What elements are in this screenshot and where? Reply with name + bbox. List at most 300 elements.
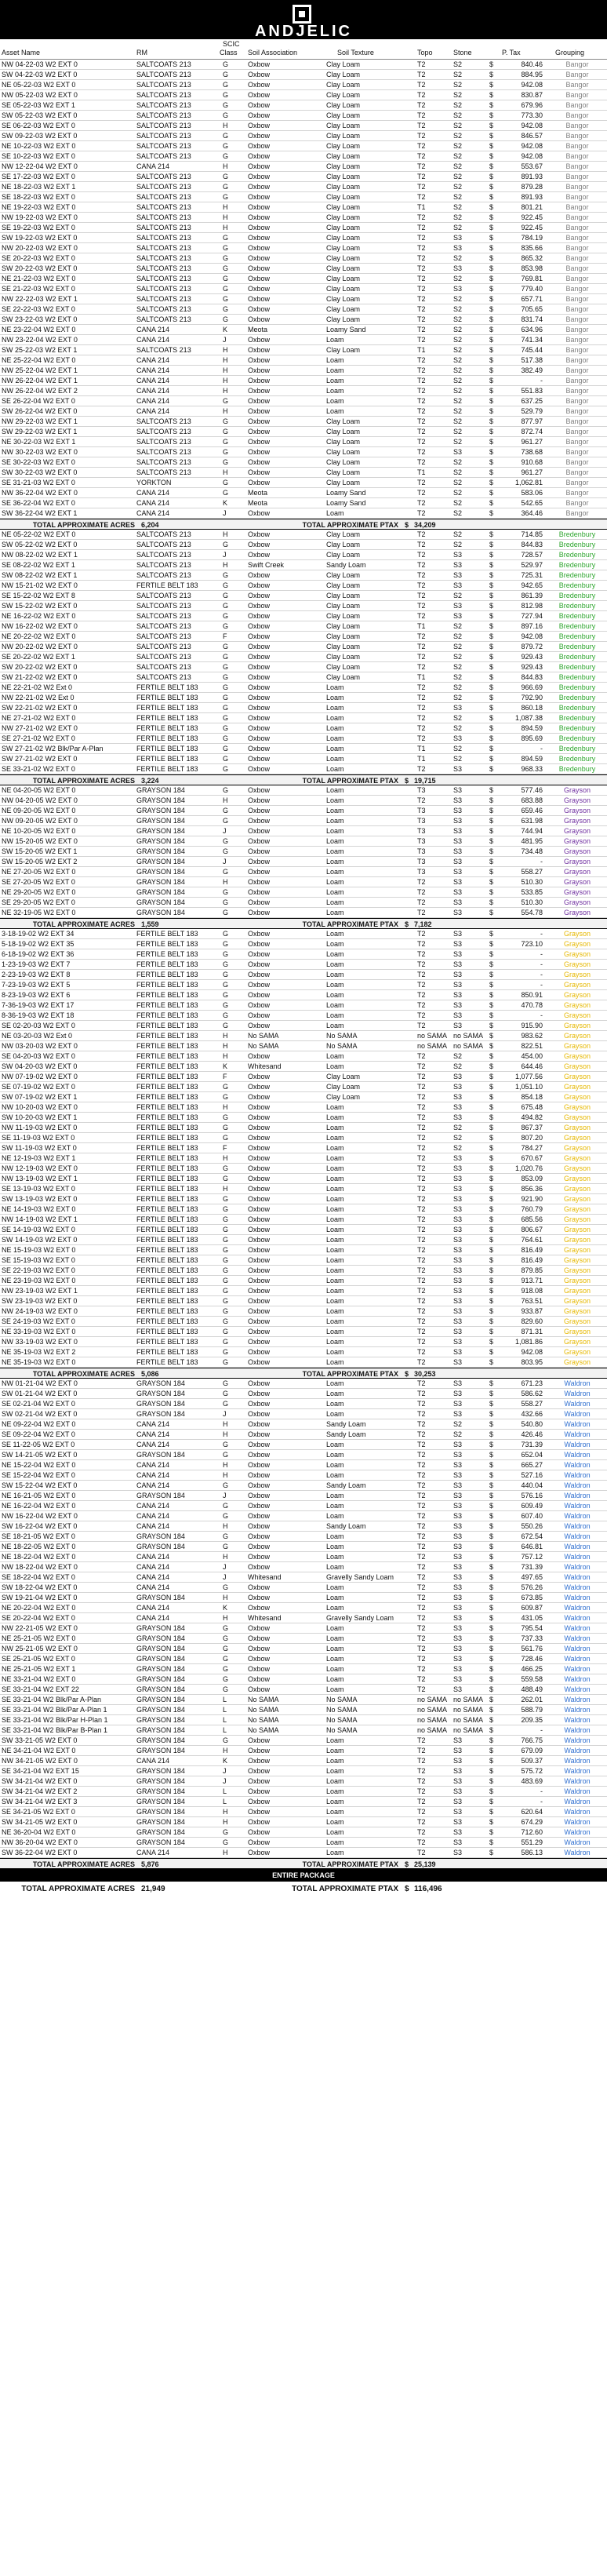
table-row <box>0 294 607 304</box>
cell-dollar: $ <box>489 1798 494 1805</box>
cell-topo: no SAMA <box>417 1696 448 1703</box>
cell-soil-texture: Clay Loam <box>326 551 361 559</box>
cell-soil-texture: No SAMA <box>326 1696 358 1703</box>
cell-soil-texture: Loam <box>326 1236 344 1244</box>
cell-soil-texture: Loam <box>326 971 344 978</box>
cell-soil-texture: Loam <box>326 1266 344 1274</box>
cell-asset: NE 03-20-03 W2 Ext 0 <box>2 1032 73 1040</box>
cell-asset: NW 13-19-03 W2 EXT 1 <box>2 1175 78 1182</box>
cell-topo: T2 <box>417 991 426 999</box>
table-row <box>0 1450 607 1460</box>
cell-class: G <box>223 1665 229 1673</box>
cell-rm: GRAYSON 184 <box>136 1777 185 1785</box>
cell-soil-texture: Clay Loam <box>326 254 361 262</box>
cell-soil-association: Oxbow <box>248 612 271 620</box>
cell-asset: SW 05-22-02 W2 EXT 0 <box>2 541 78 548</box>
cell-ptax: - <box>540 1726 543 1734</box>
cell-rm: SALTCOATS 213 <box>136 571 191 579</box>
cell-stone: S2 <box>453 622 463 630</box>
cell-asset: NW 10-20-03 W2 EXT 0 <box>2 1103 78 1111</box>
cell-class: G <box>223 930 229 938</box>
cell-ptax: 915.90 <box>521 1022 543 1029</box>
cell-dollar: $ <box>489 827 494 835</box>
cell-asset: SW 05-22-03 W2 EXT 0 <box>2 111 78 119</box>
cell-stone: S3 <box>453 960 463 968</box>
cell-ptax: 576.26 <box>521 1583 543 1591</box>
table-row <box>0 335 607 345</box>
cell-rm: SALTCOATS 213 <box>136 622 191 630</box>
cell-asset: 7-36-19-03 W2 EXT 17 <box>2 1001 75 1009</box>
cell-soil-texture: Clay Loam <box>326 346 361 354</box>
cell-ptax: 1,081.86 <box>514 1338 543 1346</box>
table-row <box>0 1644 607 1654</box>
cell-ptax: - <box>540 745 543 752</box>
entire-package-banner: ENTIRE PACKAGE <box>0 1869 607 1882</box>
cell-topo: T2 <box>417 1236 426 1244</box>
cell-asset: SE 15-22-04 W2 EXT 0 <box>2 1471 75 1479</box>
cell-grouping: Grayson <box>563 1277 591 1284</box>
cell-soil-association: Oxbow <box>248 224 271 231</box>
cell-rm: FERTILE BELT 183 <box>136 1185 198 1193</box>
cell-rm: GRAYSON 184 <box>136 837 185 845</box>
cell-dollar: $ <box>489 1747 494 1754</box>
cell-topo: T2 <box>417 909 426 916</box>
cell-soil-texture: Clay Loam <box>326 162 361 170</box>
cell-soil-texture: Loam <box>326 1461 344 1469</box>
table-row <box>0 887 607 898</box>
cell-soil-association: Oxbow <box>248 1532 271 1540</box>
cell-grouping: Bangor <box>565 509 589 517</box>
cell-soil-texture: Clay Loam <box>326 632 361 640</box>
cell-stone: no SAMA <box>453 1706 484 1714</box>
cell-topo: T2 <box>417 305 426 313</box>
cell-soil-texture: Loam <box>326 1502 344 1510</box>
cell-stone: S3 <box>453 888 463 896</box>
cell-dollar: $ <box>489 1522 494 1530</box>
cell-class: G <box>223 909 229 916</box>
cell-rm: GRAYSON 184 <box>136 898 185 906</box>
cell-topo: T2 <box>417 541 426 548</box>
table-row <box>0 1092 607 1102</box>
cell-stone: S3 <box>453 837 463 845</box>
cell-soil-texture: Loam <box>326 888 344 896</box>
cell-grouping: Waldron <box>564 1441 591 1448</box>
cell-soil-texture: Loamy Sand <box>326 499 366 507</box>
cell-ptax: 671.23 <box>521 1379 543 1387</box>
cell-grouping: Waldron <box>564 1736 591 1744</box>
cell-stone: S3 <box>453 1675 463 1683</box>
cell-soil-texture: Clay Loam <box>326 612 361 620</box>
cell-ptax: 766.75 <box>521 1736 543 1744</box>
cell-class: L <box>223 1787 227 1795</box>
cell-rm: FERTILE BELT 183 <box>136 1348 198 1356</box>
table-row <box>0 1634 607 1644</box>
cell-soil-texture: Clay Loam <box>326 60 361 68</box>
cell-dollar: $ <box>489 1624 494 1632</box>
cell-soil-association: Oxbow <box>248 1420 271 1428</box>
cell-soil-texture: Clay Loam <box>326 101 361 109</box>
cell-topo: T2 <box>417 930 426 938</box>
cell-asset: NE 25-21-05 W2 EXT 0 <box>2 1634 76 1642</box>
grand-ptax-label: TOTAL APPROXIMATE PTAX <box>292 1885 398 1893</box>
cell-asset: SE 15-19-03 W2 EXT 0 <box>2 1256 75 1264</box>
cell-topo: T2 <box>417 612 426 620</box>
cell-soil-association: Oxbow <box>248 1767 271 1775</box>
cell-class: G <box>223 683 229 691</box>
cell-soil-association: Oxbow <box>248 1747 271 1754</box>
cell-asset: NW 22-21-05 W2 EXT 0 <box>2 1624 78 1632</box>
cell-rm: FERTILE BELT 183 <box>136 971 198 978</box>
cell-ptax: 262.01 <box>521 1696 543 1703</box>
cell-asset: SE 21-22-03 W2 EXT 0 <box>2 285 75 293</box>
cell-ptax: 673.85 <box>521 1594 543 1601</box>
cell-dollar: $ <box>489 602 494 610</box>
cell-dollar: $ <box>489 960 494 968</box>
cell-grouping: Bredenbury <box>558 561 596 569</box>
cell-stone: S3 <box>453 858 463 865</box>
cell-stone: S2 <box>453 653 463 661</box>
cell-topo: T2 <box>417 1277 426 1284</box>
cell-ptax: 551.29 <box>521 1838 543 1846</box>
cell-class: G <box>223 448 229 456</box>
cell-dollar: $ <box>489 1175 494 1182</box>
cell-dollar: $ <box>489 683 494 691</box>
cell-asset: SW 27-21-02 W2 Blk/Par A-Plan <box>2 745 104 752</box>
cell-asset: 7-23-19-03 W2 EXT 5 <box>2 981 71 989</box>
cell-dollar: $ <box>489 1338 494 1346</box>
cell-grouping: Bangor <box>565 101 589 109</box>
cell-stone: S2 <box>453 346 463 354</box>
cell-asset: 8-23-19-03 W2 EXT 6 <box>2 991 71 999</box>
cell-soil-texture: Loam <box>326 1492 344 1499</box>
cell-rm: GRAYSON 184 <box>136 888 185 896</box>
cell-ptax: 784.19 <box>521 234 543 242</box>
grand-acres-value: 21,949 <box>141 1885 165 1893</box>
cell-rm: SALTCOATS 213 <box>136 541 191 548</box>
cell-class: G <box>223 428 229 435</box>
cell-grouping: Waldron <box>564 1808 591 1816</box>
cell-grouping: Grayson <box>563 827 591 835</box>
cell-topo: T2 <box>417 1736 426 1744</box>
total-ptax-label: TOTAL APPROXIMATE PTAX <box>302 920 398 928</box>
cell-ptax: 609.87 <box>521 1604 543 1612</box>
cell-rm: SALTCOATS 213 <box>136 254 191 262</box>
cell-class: G <box>223 234 229 242</box>
cell-dollar: $ <box>489 612 494 620</box>
cell-grouping: Bangor <box>565 387 589 395</box>
cell-class: G <box>223 643 229 650</box>
table-row <box>0 1817 607 1827</box>
cell-soil-texture: No SAMA <box>326 1706 358 1714</box>
cell-asset: SE 09-22-04 W2 EXT 0 <box>2 1430 75 1438</box>
cell-dollar: $ <box>489 1481 494 1489</box>
table-row <box>0 1011 607 1021</box>
table-row <box>0 1440 607 1450</box>
cell-stone: S2 <box>453 714 463 722</box>
cell-dollar: $ <box>489 1543 494 1550</box>
cell-rm: SALTCOATS 213 <box>136 91 191 99</box>
cell-dollar: $ <box>489 1665 494 1673</box>
cell-stone: S2 <box>453 489 463 497</box>
cell-class: G <box>223 1307 229 1315</box>
cell-topo: T3 <box>417 868 426 876</box>
cell-stone: S2 <box>453 479 463 486</box>
cell-asset: NW 20-22-03 W2 EXT 0 <box>2 244 78 252</box>
cell-soil-texture: No SAMA <box>326 1726 358 1734</box>
table-row <box>0 826 607 836</box>
cell-rm: CANA 214 <box>136 1441 170 1448</box>
cell-dollar: $ <box>489 694 494 701</box>
cell-ptax: 816.49 <box>521 1246 543 1254</box>
cell-stone: S3 <box>453 1410 463 1418</box>
cell-topo: T2 <box>417 366 426 374</box>
table-row <box>0 550 607 560</box>
table-row <box>0 1511 607 1521</box>
cell-ptax: 910.68 <box>521 458 543 466</box>
cell-soil-texture: Gravelly Sandy Loam <box>326 1614 394 1622</box>
cell-rm: FERTILE BELT 183 <box>136 1328 198 1335</box>
table-row <box>0 1562 607 1572</box>
cell-topo: T2 <box>417 704 426 712</box>
cell-stone: S3 <box>453 602 463 610</box>
cell-class: G <box>223 1828 229 1836</box>
cell-soil-association: Oxbow <box>248 734 271 742</box>
cell-soil-texture: Loam <box>326 683 344 691</box>
cell-dollar: $ <box>489 1696 494 1703</box>
table-row <box>0 1776 607 1787</box>
table-row <box>0 1113 607 1123</box>
cell-dollar: $ <box>489 837 494 845</box>
cell-grouping: Grayson <box>563 1246 591 1254</box>
cell-asset: NE 23-22-04 W2 EXT 0 <box>2 326 76 333</box>
cell-rm: GRAYSON 184 <box>136 1685 185 1693</box>
cell-ptax: 728.57 <box>521 551 543 559</box>
cell-class: G <box>223 183 229 191</box>
cell-ptax: 812.98 <box>521 602 543 610</box>
cell-grouping: Waldron <box>564 1726 591 1734</box>
cell-soil-texture: Loam <box>326 1277 344 1284</box>
cell-ptax: 968.33 <box>521 765 543 773</box>
cell-rm: CANA 214 <box>136 387 170 395</box>
table-row <box>0 304 607 315</box>
cell-asset: NE 30-22-03 W2 EXT 1 <box>2 438 76 446</box>
cell-class: H <box>223 1747 228 1754</box>
cell-stone: S3 <box>453 1502 463 1510</box>
cell-class: G <box>223 458 229 466</box>
cell-ptax: 942.08 <box>521 142 543 150</box>
cell-soil-texture: Loam <box>326 704 344 712</box>
cell-asset: SE 22-19-03 W2 EXT 0 <box>2 1266 75 1274</box>
cell-rm: SALTCOATS 213 <box>136 468 191 476</box>
table-row <box>0 1766 607 1776</box>
cell-topo: T2 <box>417 561 426 569</box>
cell-asset: NW 24-19-03 W2 EXT 0 <box>2 1307 78 1315</box>
cell-topo: T1 <box>417 468 426 476</box>
cell-topo: T2 <box>417 479 426 486</box>
cell-class: G <box>223 1328 229 1335</box>
cell-ptax: 364.46 <box>521 509 543 517</box>
cell-rm: SALTCOATS 213 <box>136 551 191 559</box>
cell-soil-texture: Loam <box>326 1583 344 1591</box>
cell-soil-texture: Loam <box>326 1175 344 1182</box>
table-row <box>0 1245 607 1255</box>
cell-soil-texture: Clay Loam <box>326 643 361 650</box>
table-row <box>0 1705 607 1715</box>
cell-grouping: Bredenbury <box>558 704 596 712</box>
cell-rm: FERTILE BELT 183 <box>136 1215 198 1223</box>
cell-stone: S2 <box>453 111 463 119</box>
cell-soil-association: Oxbow <box>248 1645 271 1652</box>
cell-asset: SW 15-20-05 W2 EXT 1 <box>2 847 78 855</box>
cell-ptax: 517.38 <box>521 356 543 364</box>
cell-stone: S3 <box>453 581 463 589</box>
table-row <box>0 253 607 264</box>
cell-topo: T2 <box>417 1410 426 1418</box>
cell-asset: NE 29-20-05 W2 EXT 0 <box>2 888 76 896</box>
total-ptax-value: 25,139 <box>414 1860 436 1868</box>
cell-class: G <box>223 275 229 282</box>
cell-dollar: $ <box>489 643 494 650</box>
cell-grouping: Waldron <box>564 1451 591 1459</box>
cell-topo: T1 <box>417 346 426 354</box>
cell-asset: NW 07-19-02 W2 EXT 0 <box>2 1073 78 1080</box>
cell-dollar: $ <box>489 1052 494 1060</box>
cell-soil-texture: Clay Loam <box>326 458 361 466</box>
cell-class: H <box>223 1553 228 1561</box>
cell-soil-association: Oxbow <box>248 1073 271 1080</box>
cell-dollar: $ <box>489 981 494 989</box>
cell-rm: CANA 214 <box>136 1849 170 1856</box>
cell-asset: SE 27-20-05 W2 EXT 0 <box>2 878 75 886</box>
cell-rm: FERTILE BELT 183 <box>136 1032 198 1040</box>
cell-soil-association: Oxbow <box>248 1379 271 1387</box>
cell-stone: S3 <box>453 898 463 906</box>
cell-dollar: $ <box>489 1451 494 1459</box>
cell-topo: T2 <box>417 1103 426 1111</box>
cell-rm: YORKTON <box>136 479 172 486</box>
cell-asset: NW 09-20-05 W2 EXT 0 <box>2 817 78 825</box>
cell-class: G <box>223 1838 229 1846</box>
cell-class: H <box>223 1849 228 1856</box>
cell-soil-association: Oxbow <box>248 960 271 968</box>
cell-grouping: Grayson <box>563 1093 591 1101</box>
cell-soil-texture: Clay Loam <box>326 244 361 252</box>
cell-class: G <box>223 1134 229 1142</box>
cell-topo: T2 <box>417 724 426 732</box>
cell-stone: S3 <box>453 734 463 742</box>
cell-asset: SW 15-20-05 W2 EXT 2 <box>2 858 78 865</box>
cell-soil-association: Oxbow <box>248 653 271 661</box>
cell-grouping: Bangor <box>565 417 589 425</box>
cell-ptax: 806.67 <box>521 1226 543 1233</box>
cell-dollar: $ <box>489 1849 494 1856</box>
cell-ptax: 712.60 <box>521 1828 543 1836</box>
cell-dollar: $ <box>489 704 494 712</box>
cell-dollar: $ <box>489 448 494 456</box>
cell-grouping: Waldron <box>564 1685 591 1693</box>
cell-class: G <box>223 786 229 794</box>
cell-asset: SE 08-22-02 W2 EXT 1 <box>2 561 75 569</box>
cell-class: J <box>223 1573 227 1581</box>
cell-stone: S3 <box>453 1645 463 1652</box>
cell-soil-texture: Loam <box>326 1441 344 1448</box>
cell-rm: CANA 214 <box>136 407 170 415</box>
cell-stone: S2 <box>453 541 463 548</box>
cell-topo: T2 <box>417 694 426 701</box>
cell-grouping: Waldron <box>564 1665 591 1673</box>
cell-rm: SALTCOATS 213 <box>136 193 191 201</box>
cell-grouping: Grayson <box>563 1358 591 1366</box>
cell-stone: S3 <box>453 1103 463 1111</box>
total-ptax-value: 7,182 <box>414 920 432 928</box>
cell-dollar: $ <box>489 1195 494 1203</box>
cell-grouping: Grayson <box>563 1032 591 1040</box>
cell-stone: S3 <box>453 234 463 242</box>
cell-topo: T2 <box>417 162 426 170</box>
cell-grouping: Grayson <box>563 1022 591 1029</box>
cell-rm: GRAYSON 184 <box>136 1594 185 1601</box>
cell-rm: GRAYSON 184 <box>136 1767 185 1775</box>
table-row <box>0 508 607 519</box>
cell-soil-texture: Loam <box>326 745 344 752</box>
cell-ptax: 894.59 <box>521 755 543 763</box>
cell-topo: T2 <box>417 295 426 303</box>
cell-soil-association: Oxbow <box>248 551 271 559</box>
table-row <box>0 530 607 540</box>
cell-soil-texture: Loam <box>326 1113 344 1121</box>
cell-rm: SALTCOATS 213 <box>136 275 191 282</box>
cell-asset: 8-36-19-03 W2 EXT 18 <box>2 1011 75 1019</box>
cell-soil-texture: Clay Loam <box>326 438 361 446</box>
cell-topo: T1 <box>417 745 426 752</box>
cell-stone: no SAMA <box>453 1726 484 1734</box>
cell-rm: FERTILE BELT 183 <box>136 1205 198 1213</box>
cell-dollar: $ <box>489 275 494 282</box>
cell-dollar: $ <box>489 1838 494 1846</box>
table-row <box>0 1194 607 1204</box>
cell-dollar: $ <box>489 377 494 384</box>
cell-grouping: Bangor <box>565 81 589 89</box>
cell-grouping: Grayson <box>563 1338 591 1346</box>
cell-stone: S3 <box>453 1818 463 1826</box>
cell-grouping: Bangor <box>565 366 589 374</box>
cell-stone: S3 <box>453 1328 463 1335</box>
cell-rm: CANA 214 <box>136 1553 170 1561</box>
cell-dollar: $ <box>489 1032 494 1040</box>
cell-class: G <box>223 663 229 671</box>
cell-class: G <box>223 264 229 272</box>
cell-stone: S3 <box>453 1461 463 1469</box>
cell-soil-association: Oxbow <box>248 193 271 201</box>
cell-asset: NE 22-21-02 W2 Ext 0 <box>2 683 73 691</box>
cell-stone: S3 <box>453 1767 463 1775</box>
cell-soil-association: Oxbow <box>248 1798 271 1805</box>
cell-soil-association: Oxbow <box>248 786 271 794</box>
cell-dollar: $ <box>489 101 494 109</box>
cell-soil-texture: Loam <box>326 1195 344 1203</box>
cell-dollar: $ <box>489 714 494 722</box>
cell-grouping: Grayson <box>563 898 591 906</box>
cell-topo: no SAMA <box>417 1706 448 1714</box>
cell-ptax: 942.08 <box>521 1348 543 1356</box>
cell-soil-texture: Loam <box>326 1154 344 1162</box>
cell-soil-texture: Loam <box>326 960 344 968</box>
cell-soil-texture: Loam <box>326 898 344 906</box>
cell-topo: T2 <box>417 1022 426 1029</box>
cell-stone: S2 <box>453 1134 463 1142</box>
cell-rm: FERTILE BELT 183 <box>136 1236 198 1244</box>
cell-topo: T2 <box>417 950 426 958</box>
